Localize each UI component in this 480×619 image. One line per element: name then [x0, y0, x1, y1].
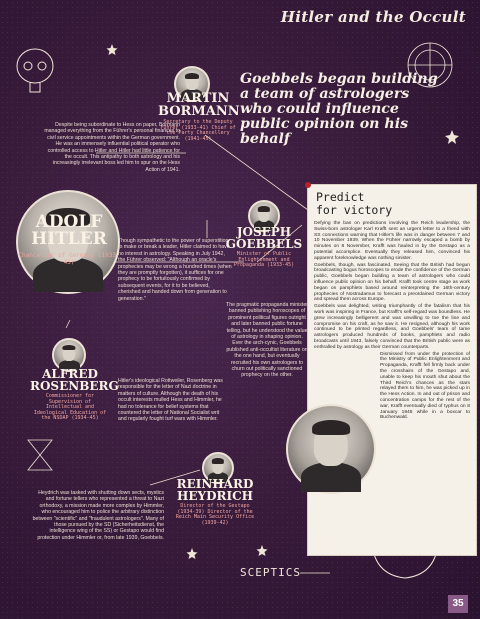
- hitler-last-name: HITLER: [31, 229, 107, 249]
- pull-quote: Goebbels began building a team of astrologers who could influence public opinion on his behalf: [240, 71, 438, 147]
- heydrich-text: Heydrich was tasked with shutting down sects, mystics and fortune tellers who represented a threat to Nazi orthodoxy, a mission made more complex by Himmler, who encouraged him to police the arbitrary distinction between "scientific" and "fraudulent astrologers". Many of those pursued by the SD (Sicherheitsdienst, the intelligence wing of the SS) or Gestapo would find protection under Himmler or, from late 1939, Goebbels.: [32, 490, 164, 541]
- heydrich-card: [170, 478, 260, 526]
- rosenberg-card: [30, 367, 119, 422]
- heydrich-first-name: REINHARD: [176, 477, 254, 491]
- sidebar-paragraph: Dismissed from under the protection of the Ministry of Public Enlightenment and Propaganda, Krafft fell firmly back under the crosshairs of the Gestapo and, unable to keep his mouth shut about the Third Reich's chances as the stars relayed them to him, he was picked up in the Hess Action. In and out of prison and concentration camps for the rest of the war, Krafft eventually died of typhus on 8 January 1945 while in a boxcar to Buchenwald.: [380, 351, 470, 421]
- goebbels-last-name: GOEBBELS: [225, 237, 303, 251]
- bormann-first-name: MARTIN: [166, 91, 230, 106]
- hitler-role: Chancellor of Germany (1933-45): [18, 252, 120, 266]
- pin-icon: [305, 182, 311, 188]
- rosenberg-role: Commissioner for Supervision of Intellectual and Ideological Education of the NSDAP (1934-45): [33, 393, 107, 422]
- rosenberg-first-name: ALFRED: [42, 367, 98, 381]
- bormann-role: Secretary to the Deputy Führer (1933-41) Chief of the Party Chancellery (1941-45): [160, 119, 236, 142]
- hitler-first-name: ADOLF: [35, 212, 103, 232]
- krafft-portrait: [286, 404, 376, 494]
- sidebar-paragraph: Goebbels, though, was fascinated. Seeing that the British had begun broadcasting bogus horoscopes to erode the confidence of the German public, Goebbels began building a team of astrologers who could influence public opinion on his behalf. Krafft took centre stage as work began on pamphlets based around reinterpreting the 16th-century prophecies of Nostradamus to forecast a preordained German victory and spread them across Europe.: [314, 262, 470, 303]
- goebbels-card: [222, 226, 306, 269]
- rosenberg-last-name: ROSENBERG: [30, 379, 119, 393]
- rosenberg-text: Hitler's ideological Rottweiler, Rosenberg was responsible for the letter of Nazi doctrine in matters of culture. Although the death of his occult interests mulled Hess and Himmler, he had no tolerance for belief systems that countered the letter of National Socialist writ and regularly fought turf wars with Himmler.: [118, 378, 223, 423]
- heydrich-role: Director of the Gestapo (1934-39) Director of the Reich Main Security Office (1939-42): [175, 503, 255, 526]
- bormann-text: Despite being subordinate to Hess on paper, Bormann managed everything from the Führer's personal finances to civil service appointments within the German government. He was an immensely influential political operator who controlled access to Hitler and Hitler had little patience for the occult. This antipathy to both astrology and his increasingly irrelevant boss led him to spur on the Hess Action of 1941.: [44, 122, 180, 173]
- page-number: 35: [448, 595, 468, 613]
- hourglass-icon: [28, 440, 52, 470]
- goebbels-text: The pragmatic propaganda minister banned publishing horoscopes of prominent political figures outright and later banned public fortune telling, but he understood the value of astrology in shaping opinion. Ever the arch-cynic, Goebbels published anti-occultist literature on the one hand, but eventually recruited his own astrologers to churn out politically sanctioned prophecy on the other.: [226, 302, 308, 379]
- hitler-text: Though sympathetic to the power of superstition to make or break a leader, Hitler claimed to have no interest in astrology. Speaking in July 1942, the Führer observed: "Although an oracle's prophecies may be wrong a hundred times (when they are promptly forgotten), it suffices for one prophecy to be fortuitously confirmed by subsequent events, for it to be believed, cherished and handed down from generation to generation.": [118, 238, 232, 302]
- heydrich-last-name: HEYDRICH: [177, 489, 253, 503]
- sidebar-title-line1: Predict: [316, 190, 365, 204]
- section-label: SCEPTICS: [240, 566, 301, 579]
- sidebar-card: [308, 185, 476, 555]
- hitler-card: [16, 214, 122, 266]
- goebbels-role: Minister of Public Enlightenment and Propaganda (1933-45): [233, 251, 295, 269]
- goebbels-first-name: JOSEPH: [236, 225, 292, 239]
- page-title: Hitler and the Occult: [280, 8, 466, 26]
- bormann-last-name: BORMANN: [158, 104, 240, 119]
- skull-icon: [17, 49, 53, 92]
- sidebar-body: [314, 221, 470, 421]
- sidebar-paragraph: Goebbels was delighted, writing triumphantly of the fatalism that his work was inspiring in France, but Krafft's self-regard was boundless. He grew increasingly belligerent and was unwilling to toe the line and compromise on his craft, as he saw it. He resigned, although his work continued to be printed regardless, and Goebbels' team of tame astrologers produced hundreds of books, pamphlets and radio broadcasts until 1943, falsely convinced that the British public were as enthralled by astrology as their German counterparts.: [314, 304, 470, 350]
- sidebar-paragraph: Defying the ban on predictions involving the Reich leadership, the Swiss-born astrologer Karl Krafft sent an urgent letter to a friend with SS connections warning that Hitler's life was in danger between 7 and 10 November 1939. When the Führer narrowly escaped a bomb by minutes on 8 November, Krafft was hauled in by the Gestapo as a potential accomplice. Eventually they released him, convinced his apparent foreknowledge was nothing sinister.: [314, 221, 470, 261]
- sidebar-title-line2: for victory: [316, 203, 393, 217]
